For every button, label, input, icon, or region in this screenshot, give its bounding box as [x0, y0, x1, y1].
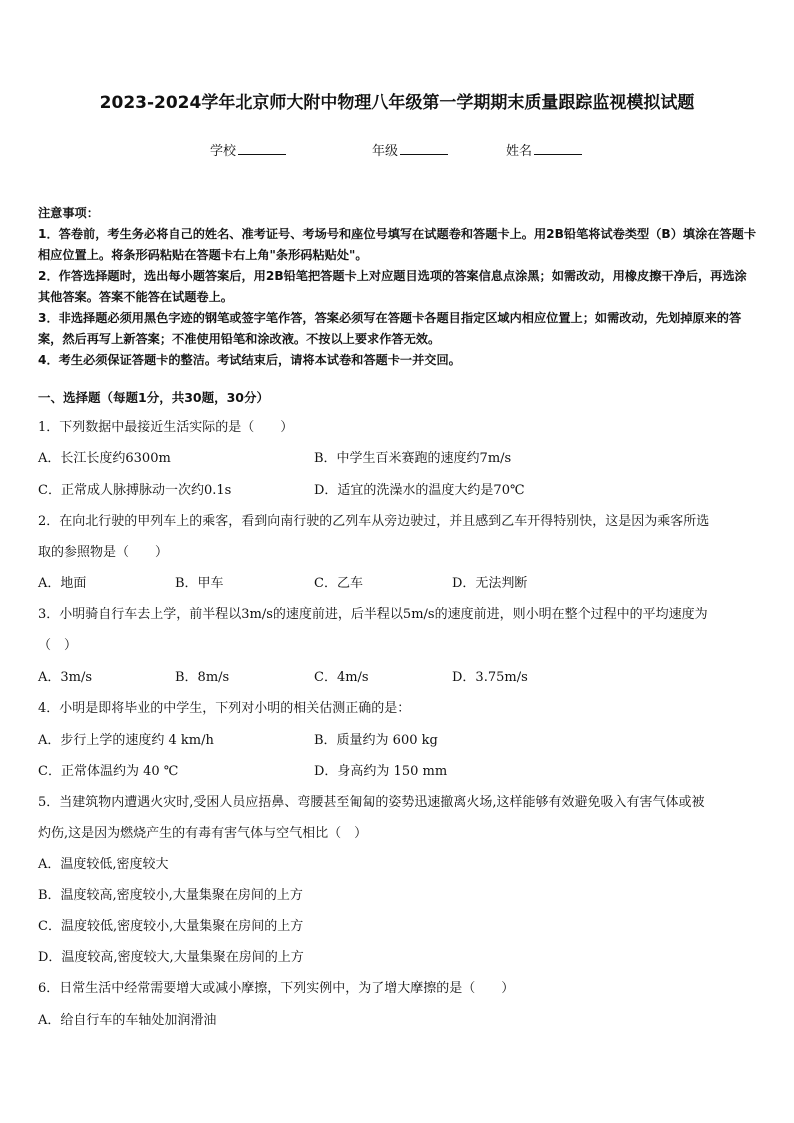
q4-option-d: D．身高约为 150 mm	[314, 764, 448, 779]
q3-stem-line2: （ ）	[38, 638, 78, 653]
q4-option-a: A．步行上学的速度约 4 km/h	[38, 733, 214, 748]
q2-option-d: D．无法判断	[452, 576, 528, 591]
q2-option-c: C．乙车	[314, 576, 363, 591]
q5-option-c: C．温度较低,密度较小,大量集聚在房间的上方	[38, 919, 304, 934]
q3-option-b: B．8m/s	[175, 670, 230, 685]
q1-stem: 1．下列数据中最接近生活实际的是（ ）	[38, 420, 294, 435]
q2-stem-line2: 取的参照物是（ ）	[38, 545, 169, 560]
q5-option-a: A．温度较低,密度较大	[38, 857, 169, 872]
school-label: 学校	[210, 144, 237, 159]
name-field	[506, 140, 582, 159]
q3-stem-line1: 3．小明骑自行车去上学，前半程以3m/s的速度前进，后半程以5m/s的速度前进，则小明在整个过程中的平均速度为	[38, 607, 708, 622]
q5-stem-line2: 灼伤,这是因为燃烧产生的有毒有害气体与空气相比（ ）	[38, 826, 368, 841]
grade-field	[372, 140, 448, 159]
q1-option-a: A．长江长度约6300m	[38, 451, 171, 466]
school-blank[interactable]	[238, 140, 286, 155]
q4-stem: 4．小明是即将毕业的中学生，下列对小明的相关估测正确的是：	[38, 701, 411, 716]
grade-label: 年级	[372, 144, 399, 159]
q5-option-b: B．温度较高,密度较小,大量集聚在房间的上方	[38, 888, 303, 903]
q2-option-a: A．地面	[38, 576, 87, 591]
notes-heading: 注意事项：	[38, 206, 99, 220]
q3-option-a: A．3m/s	[38, 670, 93, 685]
q1-option-c: C．正常成人脉搏脉动一次约0.1s	[38, 483, 232, 498]
note-item-2: 2．作答选择题时，选出每小题答案后，用2B铅笔把答题卡上对应题目选项的答案信息点涂黑；如需改动，用橡皮擦干净后，再选涂其他答案。答案不能答在试题卷上。	[38, 269, 747, 304]
note-item-3: 3．非选择题必须用黑色字迹的钢笔或签字笔作答，答案必须写在答题卡各题目指定区域内相应位置上；如需改动，先划掉原来的答案，然后再写上新答案；不准使用铅笔和涂改液。不按以上要求作答无效。	[38, 311, 742, 346]
name-blank[interactable]	[534, 140, 582, 155]
q3-option-c: C．4m/s	[314, 670, 369, 685]
section-heading: 一、选择题（每题1分，共30题，30分）	[38, 390, 269, 405]
q2-option-b: B．甲车	[175, 576, 224, 591]
q5-stem-line1: 5．当建筑物内遭遇火灾时,受困人员应捂鼻、弯腰甚至匍匐的姿势迅速撤离火场,这样能够有效避免吸入有害气体或被	[38, 795, 705, 810]
note-item-1: 1．答卷前，考生务必将自己的姓名、准考证号、考场号和座位号填写在试题卷和答题卡上。用2B铅笔将试卷类型（B）填涂在答题卡相应位置上。将条形码粘贴在答题卡右上角"条形码粘贴处"。	[38, 227, 757, 262]
q6-option-a: A．给自行车的车轴处加润滑油	[38, 1013, 217, 1028]
note-item-4: 4．考生必须保证答题卡的整洁。考试结束后，请将本试卷和答题卡一并交回。	[38, 353, 461, 367]
school-field	[210, 140, 286, 159]
grade-blank[interactable]	[400, 140, 448, 155]
exam-notes	[38, 203, 758, 371]
q4-option-b: B．质量约为 600 kg	[314, 733, 438, 748]
exam-title: 2023-2024学年北京师大附中物理八年级第一学期期末质量跟踪监视模拟试题	[99, 93, 695, 113]
q3-option-d: D．3.75m/s	[452, 670, 528, 685]
q1-option-b: B．中学生百米赛跑的速度约7m/s	[314, 451, 512, 466]
q1-option-d: D．适宜的洗澡水的温度大约是70℃	[314, 483, 525, 498]
q4-option-c: C．正常体温约为 40 ℃	[38, 764, 179, 779]
q6-stem: 6．日常生活中经常需要增大或减小摩擦，下列实例中，为了增大摩擦的是（ ）	[38, 981, 515, 996]
q5-option-d: D．温度较高,密度较大,大量集聚在房间的上方	[38, 950, 304, 965]
name-label: 姓名	[506, 144, 533, 159]
q2-stem-line1: 2．在向北行驶的甲列车上的乘客，看到向南行驶的乙列车从旁边驶过，并且感到乙车开得特别快，这是因为乘客所选	[38, 514, 710, 529]
